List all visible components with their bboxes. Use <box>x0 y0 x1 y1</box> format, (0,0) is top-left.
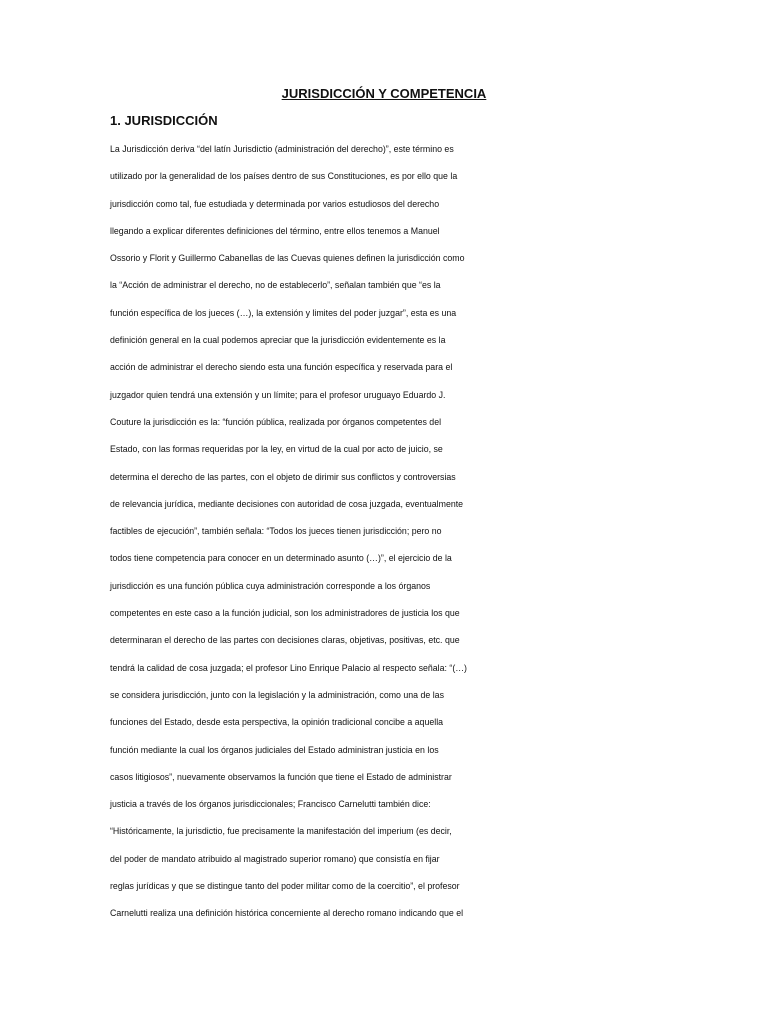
paragraph-line: tendrá la calidad de cosa juzgada; el profesor Lino Enrique Palacio al respecto señala: “(…) <box>110 662 467 673</box>
document-title: JURISDICCIÓN Y COMPETENCIA <box>281 86 487 101</box>
paragraph-line: llegando a explicar diferentes definiciones del término, entre ellos tenemos a Manuel <box>110 225 440 236</box>
paragraph-line: Ossorio y Florit y Guillermo Cabanellas de las Cuevas quienes definen la jurisdicción como <box>110 253 465 264</box>
paragraph-line: “Históricamente, la jurisdictio, fue precisamente la manifestación del imperium (es decir, <box>110 826 452 837</box>
paragraph-line: definición general en la cual podemos apreciar que la jurisdicción evidentemente es la <box>110 335 446 346</box>
paragraph-line: función mediante la cual los órganos judiciales del Estado administran justicia en los <box>110 744 439 755</box>
paragraph-line: jurisdicción es una función pública cuya administración corresponde a los órganos <box>110 580 431 591</box>
paragraph-line: funciones del Estado, desde esta perspectiva, la opinión tradicional concibe a aquella <box>110 717 444 728</box>
paragraph-line: juzgador quien tendrá una extensión y un límite; para el profesor uruguayo Eduardo J. <box>110 389 446 400</box>
paragraph-line: determinaran el derecho de las partes con decisiones claras, objetivas, positivas, etc. que <box>110 635 460 646</box>
paragraph-line: de relevancia jurídica, mediante decisiones con autoridad de cosa juzgada, eventualmente <box>110 498 464 509</box>
paragraph-line: factibles de ejecución”, también señala: “Todos los jueces tienen jurisdicción; pero no <box>110 526 442 537</box>
paragraph-line: reglas jurídicas y que se distingue tanto del poder militar como de la coercitio”, el profesor <box>110 881 460 892</box>
paragraph-line: determina el derecho de las partes, con el objeto de dirimir sus conflictos y controversias <box>110 471 456 482</box>
paragraph-line: función específica de los jueces (…), la extensión y limites del poder juzgar”, esta es una <box>110 307 457 318</box>
paragraph-line: acción de administrar el derecho siendo esta una función específica y reservada para el <box>110 362 453 373</box>
paragraph-line: jurisdicción como tal, fue estudiada y determinada por varios estudiosos del derecho <box>110 198 440 209</box>
section-heading: 1. JURISDICCIÓN <box>110 113 218 128</box>
paragraph-line: competentes en este caso a la función judicial, son los administradores de justicia los que <box>110 608 460 619</box>
body-text <box>110 140 650 932</box>
paragraph-line: del poder de mandato atribuido al magistrado superior romano) que consistía en fijar <box>110 853 440 864</box>
paragraph-line: Carnelutti realiza una definición histórica concerniente al derecho romano indicando que el <box>110 908 464 919</box>
paragraph-line: justicia a través de los órganos jurisdiccionales; Francisco Carnelutti también dice: <box>110 799 431 810</box>
paragraph-line: se considera jurisdicción, junto con la legislación y la administración, como una de las <box>110 689 444 700</box>
paragraph-line: La Jurisdicción deriva “del latín Jurisdictio (administración del derecho)”, este término es <box>110 144 454 154</box>
paragraph-line: Estado, con las formas requeridas por la ley, en virtud de la cual por acto de juicio, se <box>110 444 443 455</box>
paragraph-line: la “Acción de administrar el derecho, no de establecerlo”, señalan también que “es la <box>110 280 441 291</box>
paragraph-line: utilizado por la generalidad de los países dentro de sus Constituciones, es por ello que la <box>110 171 458 182</box>
paragraph-line: casos litigiosos”, nuevamente observamos la función que tiene el Estado de administrar <box>110 771 452 782</box>
paragraph-line: todos tiene competencia para conocer en un determinado asunto (…)”, el ejercicio de la <box>110 553 452 564</box>
paragraph-line: Couture la jurisdicción es la: “función pública, realizada por órganos competentes del <box>110 416 442 427</box>
